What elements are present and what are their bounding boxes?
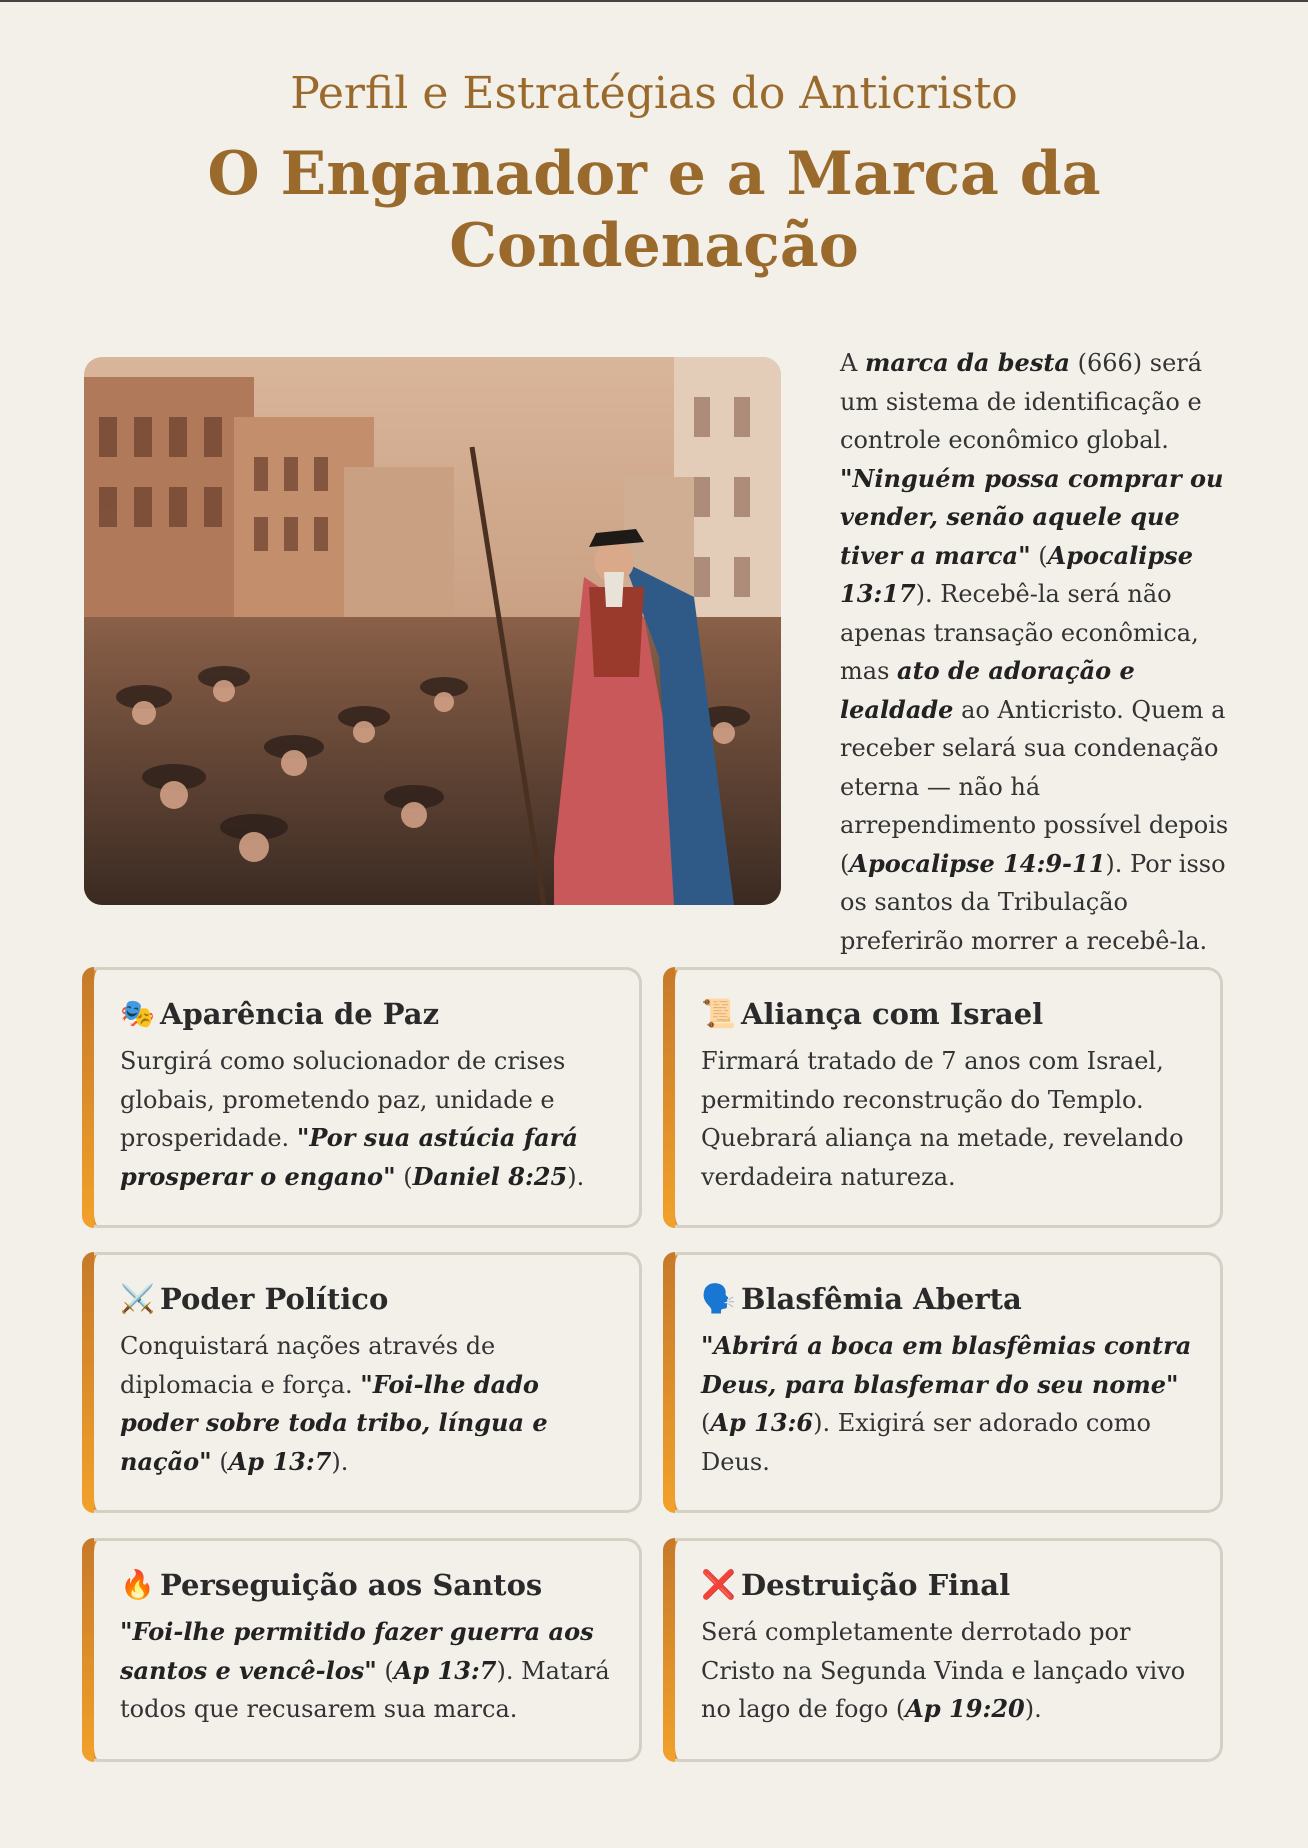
card-title: Blasfêmia Aberta	[741, 1282, 1022, 1316]
card-text: (	[376, 1656, 394, 1685]
top-border	[0, 0, 1308, 2]
cross-mark-icon: ❌	[701, 1568, 736, 1601]
card-quote: "Abrirá a boca em blasfêmias contra Deus, para blasfemar do seu nome"	[701, 1331, 1192, 1399]
intro-reference: Apocalipse 14:9-11	[849, 848, 1106, 878]
card-reference: Ap 13:7	[393, 1655, 497, 1685]
intro-emphasis: ato de adoração e lealdade	[840, 656, 1135, 724]
card-body	[701, 1613, 1194, 1729]
card-text: (	[395, 1162, 413, 1191]
intro-reference: Apocalipse 13:17	[840, 540, 1193, 608]
intro-emphasis: marca da besta	[864, 348, 1070, 377]
card-body	[120, 1042, 613, 1196]
fire-icon: 🔥	[120, 1568, 155, 1601]
card-quote: "Por sua astúcia fará prosperar o engano"	[120, 1123, 578, 1191]
scroll-icon: 📜	[701, 997, 736, 1030]
intro-text: (666) será um sistema de identificação e controle econômico global.	[840, 349, 1203, 454]
intro-text: ). Por isso os santos da Tribulação preferirão morrer a recebê-la.	[840, 849, 1226, 955]
card-title: Aparência de Paz	[160, 997, 440, 1031]
card-reference: Ap 13:6	[710, 1408, 814, 1437]
card-text: ). Exigirá ser adorado como Deus.	[701, 1409, 1151, 1476]
intro-text: (	[1030, 541, 1048, 570]
speaking-head-icon: 🗣️	[701, 1282, 736, 1315]
intro-text: ao Anticristo. Quem a receber selará sua condenação eterna — não há arrependimento possível depois (	[840, 695, 1229, 878]
card-blasfemia-aberta	[663, 1252, 1223, 1513]
intro-text: ). Recebê-la será não apenas transação econômica, mas	[840, 580, 1199, 685]
card-text: Conquistará nações através de diplomacia e força.	[120, 1332, 496, 1399]
card-title: Perseguição aos Santos	[160, 1568, 543, 1602]
card-alianca-com-israel	[663, 967, 1223, 1228]
card-reference: Ap 19:20	[905, 1694, 1025, 1723]
card-text: (	[211, 1447, 229, 1476]
card-text: ).	[1024, 1695, 1042, 1723]
card-reference: Ap 13:7	[228, 1446, 332, 1476]
card-perseguicao-aos-santos	[82, 1538, 642, 1762]
card-body	[120, 1327, 613, 1481]
antichrist-illustration	[84, 357, 781, 905]
card-quote: "Foi-lhe permitido fazer guerra aos santos e vencê-los"	[120, 1617, 594, 1685]
card-title: Destruição Final	[741, 1568, 1011, 1602]
card-quote: "Foi-lhe dado poder sobre toda tribo, língua e nação"	[120, 1369, 548, 1476]
card-poder-politico	[82, 1252, 642, 1513]
card-text: ). Matará todos que recusarem sua marca.	[120, 1656, 610, 1723]
card-text: Surgirá como solucionador de crises globais, prometendo paz, unidade e prosperidade.	[120, 1047, 566, 1152]
card-text: ).	[331, 1447, 349, 1476]
card-text: (	[701, 1409, 711, 1437]
card-body	[701, 1327, 1194, 1481]
card-text: Firmará tratado de 7 anos com Israel, permitindo reconstrução do Templo. Quebrará aliança na metade, revelando verdadeira natureza.	[701, 1047, 1184, 1191]
card-reference: Daniel 8:25	[412, 1161, 568, 1191]
card-body	[701, 1042, 1194, 1196]
card-destruicao-final	[663, 1538, 1223, 1762]
card-body	[120, 1613, 613, 1729]
page-title: O Enganador e a Marca da Condenação	[207, 139, 1101, 281]
theater-masks-icon: 🎭	[120, 997, 155, 1030]
intro-quote: "Ninguém possa comprar ou vender, senão aquele que tiver a marca"	[840, 463, 1224, 570]
card-text: Será completamente derrotado por Cristo na Segunda Vinda e lançado vivo no lago de fogo (	[701, 1618, 1186, 1723]
crossed-swords-icon: ⚔️	[120, 1282, 155, 1315]
intro-text: A	[840, 349, 865, 377]
page-subtitle: Perfil e Estratégias do Anticristo	[290, 68, 1018, 119]
card-title: Poder Político	[160, 1282, 389, 1316]
card-text: ).	[567, 1162, 585, 1191]
card-aparencia-de-paz	[82, 967, 642, 1228]
card-title: Aliança com Israel	[741, 997, 1044, 1031]
intro-paragraph	[840, 344, 1240, 960]
